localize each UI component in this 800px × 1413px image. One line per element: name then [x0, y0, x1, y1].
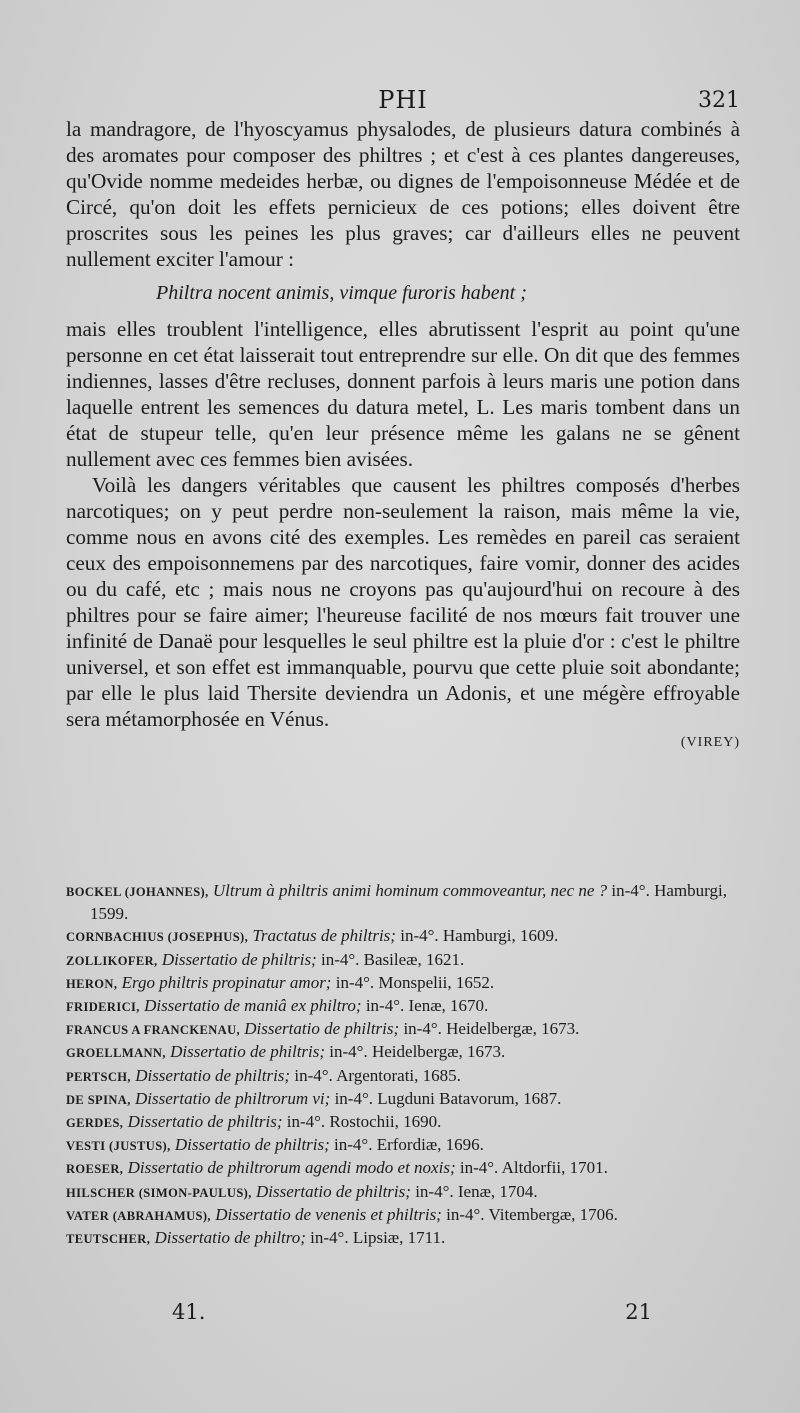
bib-author: VATER (ABRAHAMUS),: [66, 1208, 211, 1223]
bib-author: BOCKEL (JOHANNES),: [66, 885, 209, 899]
bib-details: in-4°. Ienæ, 1670.: [365, 996, 489, 1016]
bib-details: in-4°. Ienæ, 1704.: [415, 1181, 538, 1201]
bib-author: GROELLMANN,: [66, 1046, 166, 1061]
bib-title: Dissertatio de philtris;: [174, 1135, 330, 1155]
bibliography-entry: [66, 1181, 750, 1204]
bibliography-entry: [66, 1041, 750, 1064]
bibliography-entry: [66, 1088, 750, 1111]
bibliography-entry: [66, 1227, 750, 1250]
signature-mark: 21: [625, 1300, 652, 1324]
bib-author: FRIDERICI,: [66, 1000, 140, 1015]
bibliography-entry: [66, 1204, 750, 1227]
bib-author: PERTSCH,: [66, 1069, 131, 1084]
bib-author: HILSCHER (SIMON-PAULUS),: [66, 1185, 252, 1200]
bib-author: TEUTSCHER,: [66, 1232, 151, 1247]
bibliography-entry: [66, 925, 750, 948]
bibliography: [66, 880, 750, 1250]
bibliography-entry: [66, 972, 750, 995]
bibliography-entry: [66, 880, 750, 925]
bib-details: in-4°. Erfordiæ, 1696.: [334, 1135, 484, 1155]
bib-author: ROESER,: [66, 1162, 124, 1177]
bib-details: in-4°. Hamburgi, 1599.: [90, 881, 727, 924]
bib-title: Dissertatio de philtris;: [135, 1065, 291, 1085]
bibliography-entry: [66, 1018, 750, 1041]
bib-title: Dissertatio de philtrorum vi;: [134, 1088, 331, 1108]
paragraph: la mandragore, de l'hyoscyamus physalodes, de plusieurs datura combinés à des aromates pour composer des philtres ; et c'est à ces plantes dangereuses, qu'Ovide nomme medeides herbæ, ou dignes de l'empoisonneuse Médée et de Circé, qu'on doit les effets pernicieux de ces potions; elles doivent être proscrites sous les peines les plus graves; car d'ailleurs elles ne peuvent nullement exciter l'amour :: [66, 117, 740, 271]
running-head: PHI: [378, 86, 428, 114]
bibliography-entry: [66, 995, 750, 1018]
bibliography-entry: [66, 1157, 750, 1180]
page-footer: [172, 1300, 652, 1330]
paragraph: mais elles troublent l'intelligence, elles abrutissent l'esprit au point qu'une personne en cet état laisserait tout entreprendre sur elle. On dit que des femmes indiennes, lasses d'être recluses, donnent parfois à leurs maris une potion dans laquelle entrent les semences du datura metel, L. Les maris tombent dans un état de stupeur telle, qu'en leur présence même les galans ne se gênent nullement avec ces femmes bien avisées.: [66, 317, 740, 471]
bib-details: in-4°. Hamburgi, 1609.: [400, 926, 559, 946]
page-number: 321: [698, 88, 740, 113]
bib-details: in-4°. Lipsiæ, 1711.: [310, 1228, 446, 1248]
bibliography-entry: [66, 1134, 750, 1157]
bib-details: in-4°. Argentorati, 1685.: [294, 1065, 461, 1085]
bib-author: VESTI (JUSTUS),: [66, 1139, 171, 1154]
bib-author: CORNBACHIUS (JOSEPHUS),: [66, 930, 249, 945]
bib-title: Dissertatio de philtris;: [256, 1181, 411, 1201]
bibliography-entry: [66, 1065, 750, 1088]
bibliography-entry: [66, 949, 750, 972]
bib-title: Tractatus de philtris;: [252, 926, 396, 946]
bib-details: in-4°. Rostochii, 1690.: [286, 1112, 442, 1132]
bib-title: Dissertatio de philtro;: [154, 1228, 306, 1248]
bib-author: GERDES,: [66, 1116, 124, 1131]
paragraph: Voilà les dangers véritables que causent les philtres composés d'herbes narcotiques; on y peut perdre non-seulement la raison, mais même la vie, comme nous en avons cité des exemples. Les remèdes en pareil cas seraient ceux des empoisonnemens par des narcotiques, faire vomir, donner des acides ou du café, etc ; mais nous ne croyons pas qu'aujourd'hui on recoure à des philtres pour se faire aimer; l'heureuse facilité de nos mœurs fait trouver une infinité de Danaë pour lesquelles le seul philtre est la pluie d'or : c'est le philtre universel, et son effet est immanquable, pourvu que cette pluie soit abondante; par elle le plus laid Thersite deviendra un Adonis, et une mégère effroyable sera métamorphosée en Vénus.: [66, 473, 740, 731]
bib-title: Dissertatio de philtris;: [127, 1112, 283, 1132]
verse-quotation: Philtra nocent animis, vimque furoris habent ;: [156, 282, 527, 304]
bib-title: Dissertatio de philtris;: [170, 1042, 326, 1062]
bib-author: FRANCUS A FRANCKENAU,: [66, 1023, 241, 1038]
bib-title: Dissertatio de venenis et philtris;: [215, 1204, 442, 1224]
bib-details: in-4°. Basileæ, 1621.: [320, 949, 465, 969]
bib-title: Dissertatio de philtris;: [244, 1019, 400, 1039]
bib-details: in-4°. Heidelbergæ, 1673.: [403, 1019, 580, 1039]
signature-mark: 41.: [172, 1300, 206, 1324]
bib-author: ZOLLIKOFER,: [66, 953, 158, 968]
bib-details: in-4°. Vitembergæ, 1706.: [446, 1204, 618, 1224]
bib-details: in-4°. Heidelbergæ, 1673.: [329, 1042, 506, 1062]
bibliography-entry: [66, 1111, 750, 1134]
bib-title: Dissertatio de philtrorum agendi modo et noxis;: [127, 1158, 456, 1178]
author-signature: (VIREY): [680, 735, 740, 750]
bib-details: in-4°. Altdorfii, 1701.: [459, 1158, 608, 1178]
bib-details: in-4°. Lugduni Batavorum, 1687.: [334, 1088, 562, 1108]
bib-author: DE SPINA,: [66, 1092, 131, 1107]
bib-author: HERON,: [66, 976, 118, 991]
page-header: [66, 86, 740, 120]
bib-details: in-4°. Monspelii, 1652.: [335, 972, 495, 992]
bib-title: Dissertatio de philtris;: [161, 949, 317, 969]
bib-title: Ultrum à philtris animi hominum commoveantur, nec ne ?: [212, 881, 608, 900]
bib-title: Ergo philtris propinatur amor;: [121, 972, 332, 992]
main-text: [66, 116, 740, 756]
bib-title: Dissertatio de maniâ ex philtro;: [144, 996, 362, 1016]
